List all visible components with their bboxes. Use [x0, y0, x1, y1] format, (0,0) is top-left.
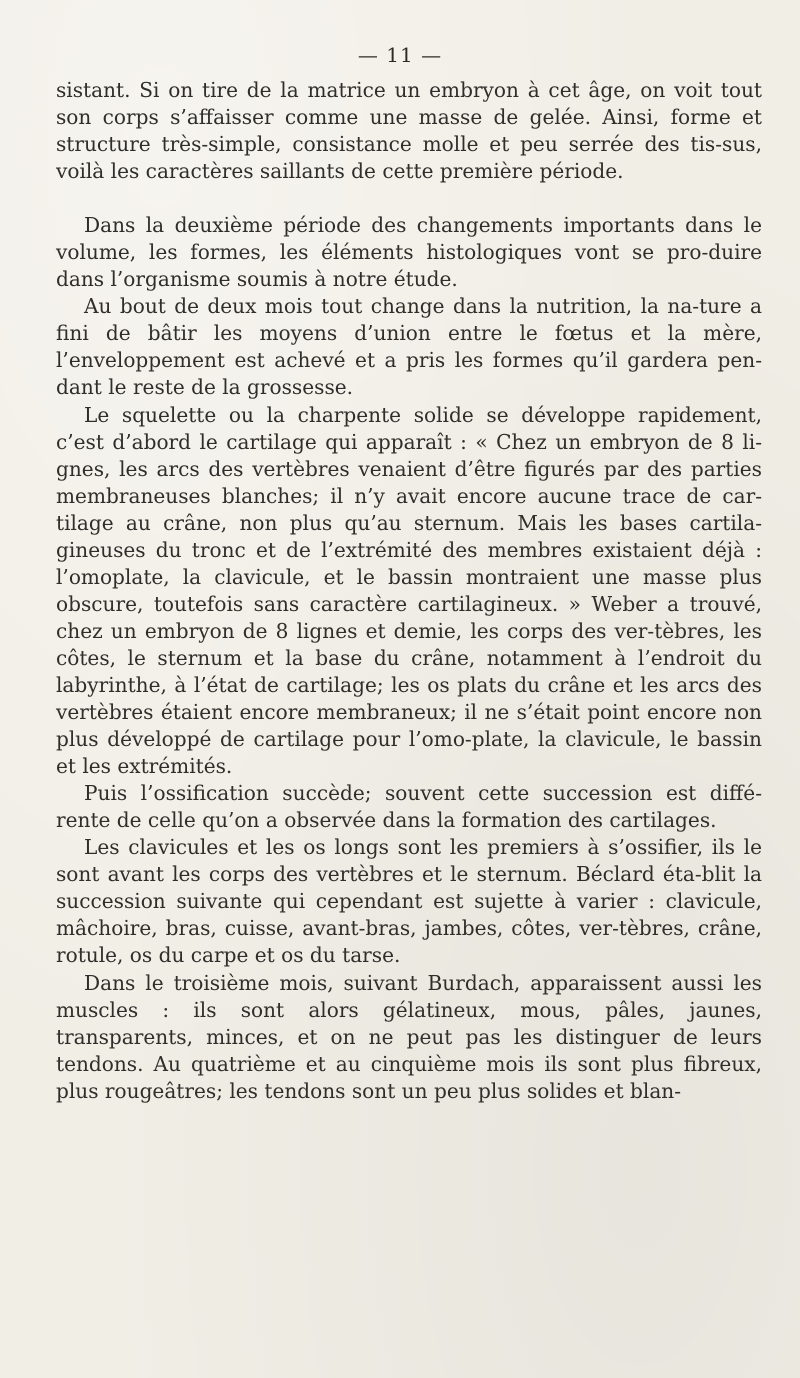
- paragraph-clavicles: Les clavicules et les os longs sont les premiers à s’ossifier, ils le sont avant les corps des vertèbres et le sternum. Béclard éta-blit la succession suivante qui cependant est sujette à varier : clavicule, mâchoire, bras, cuisse, avant-bras, jambes, côtes, ver-tèbres, crâne, rotule, os du carpe et os du tarse.: [56, 835, 762, 968]
- paragraph-two-months: Au bout de deux mois tout change dans la nutrition, la na-ture a fini de bâtir les moyens d’union entre le fœtus et la mère, l’enveloppement est achevé et a pris les formes qu’il gardera pen-dant le reste de la grossesse.: [56, 294, 762, 400]
- paragraph-skeleton: Le squelette ou la charpente solide se développe rapidement, c’est d’abord le cartilage qui apparaît : « Chez un embryon de 8 li-gnes, les arcs des vertèbres venaient d’être figurés par des parties membraneuses blanches; il n’y avait encore aucune trace de car-tilage au crâne, non plus qu’au sternum. Mais les bases cartila-gineuses du tronc et de l’extrémité des membres existaient déjà : l’omoplate, la clavicule, et le bassin montraient une masse plus obscure, toutefois sans caractère cartilagineux. » Weber a trouvé, chez un embryon de 8 lignes et demie, les corps des ver-tèbres, les côtes, le sternum et la base du crâne, notamment à l’endroit du labyrinthe, à l’état de cartilage; les os plats du crâne et les arcs des vertèbres étaient encore membraneux; il ne s’était point encore non plus développé de cartilage pour l’omo-plate, la clavicule, le bassin et les extrémités.: [56, 402, 762, 779]
- paragraph-second-period: Dans la deuxième période des changements importants dans le volume, les formes, les éléments histologiques vont se pro-duire dans l’organisme soumis à notre étude.: [56, 213, 762, 292]
- page-number: — 11 —: [357, 43, 443, 67]
- body-text: [56, 77, 762, 1105]
- paragraph-ossification: Puis l’ossification succède; souvent cette succession est diffé-rente de celle qu’on a observée dans la formation des cartilages.: [56, 781, 762, 833]
- paragraph-continued: sistant. Si on tire de la matrice un embryon à cet âge, on voit tout son corps s’affaisser comme une masse de gelée. Ainsi, forme et structure très-simple, consistance molle et peu serrée des tis-sus, voilà les caractères saillants de cette première période.: [56, 78, 762, 184]
- paragraph-muscles: Dans le troisième mois, suivant Burdach, apparaissent aussi les muscles : ils sont alors gélatineux, mous, pâles, jaunes, transparents, minces, et on ne peut pas les distinguer de leurs tendons. Au quatrième et au cinquième mois ils sont plus fibreux, plus rougeâtres; les tendons sont un peu plus solides et blan-: [56, 970, 762, 1103]
